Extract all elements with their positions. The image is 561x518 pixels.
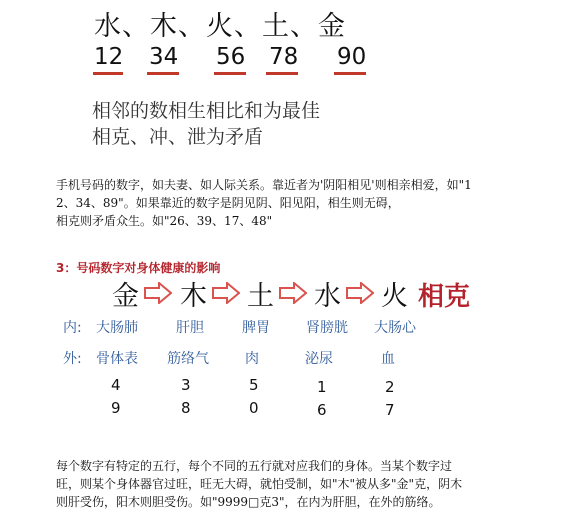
- digit-water-yang: 1: [317, 378, 327, 396]
- right-arrow-icon: [212, 282, 240, 304]
- digit-fire-yin: 7: [385, 401, 395, 419]
- chain-element-wood: 木: [180, 281, 207, 312]
- inner-organ-metal: 大肠肺: [96, 320, 138, 336]
- digit-earth-yin: 0: [249, 399, 259, 417]
- outer-part-fire: 血: [381, 351, 395, 367]
- para1-line-2: 2、34、89"。如果靠近的数字是阴见阴、阳见阳，相生则无碍，: [56, 196, 400, 210]
- xiangke-label: 相克: [418, 282, 471, 312]
- para1-line-3: 相克则矛盾众生。如"26、39、17、48": [56, 214, 273, 228]
- inner-organ-wood: 肝胆: [176, 320, 204, 336]
- outer-label: 外:: [63, 351, 82, 367]
- digit-earth-yang: 5: [249, 376, 259, 394]
- inner-organ-fire: 大肠心: [374, 320, 416, 336]
- number-56: 56: [216, 44, 246, 70]
- digit-water-yin: 6: [317, 401, 327, 419]
- para2-line-3: 则肝受伤，阳木则胆受伤。如"9999□克3"，在内为肝胆，在外的筋络。: [56, 495, 441, 509]
- number-78: 78: [269, 44, 299, 70]
- underline-56: [214, 72, 246, 75]
- number-12: 12: [94, 44, 124, 70]
- chain-element-metal: 金: [112, 281, 139, 312]
- chain-element-fire: 火: [381, 281, 408, 312]
- para2-line-1: 每个数字有特定的五行，每个不同的五行就对应我们的身体。当某个数字过: [56, 459, 453, 473]
- five-elements-title: 水、木、火、土、金: [94, 11, 346, 42]
- chain-element-water: 水: [314, 281, 341, 312]
- outer-part-wood: 筋络气: [167, 351, 209, 367]
- inner-label: 内:: [63, 320, 82, 336]
- inner-organ-earth: 脾胃: [242, 320, 270, 336]
- right-arrow-icon: [144, 282, 172, 304]
- digit-wood-yang: 3: [181, 376, 191, 394]
- number-34: 34: [149, 44, 179, 70]
- digit-metal-yang: 4: [111, 376, 121, 394]
- underline-78: [266, 72, 298, 75]
- underline-90: [334, 72, 366, 75]
- outer-part-metal: 骨体表: [96, 351, 138, 367]
- slogan-line-2: 相克、冲、泄为矛盾: [92, 126, 264, 148]
- chain-element-earth: 土: [247, 281, 274, 312]
- digit-metal-yin: 9: [111, 399, 121, 417]
- number-90: 90: [337, 44, 367, 70]
- slogan-line-1: 相邻的数相生相比和为最佳: [92, 100, 321, 122]
- para2-line-2: 旺，则某个身体器官过旺，旺无大碍，就怕受制，如"木"被从多"金"克，阴木: [56, 477, 463, 491]
- section-3-title: 3：号码数字对身体健康的影响: [56, 261, 221, 275]
- digit-fire-yang: 2: [385, 378, 395, 396]
- outer-part-water: 泌尿: [305, 351, 333, 367]
- underline-12: [93, 72, 123, 75]
- outer-part-earth: 肉: [245, 351, 259, 367]
- digit-wood-yin: 8: [181, 399, 191, 417]
- underline-34: [147, 72, 179, 75]
- right-arrow-icon: [346, 282, 374, 304]
- right-arrow-icon: [279, 282, 307, 304]
- para1-line-1: 手机号码的数字，如夫妻、如人际关系。靠近者为'阴阳相见'则相亲相爱，如"1: [56, 178, 472, 192]
- inner-organ-water: 肾膀胱: [306, 320, 348, 336]
